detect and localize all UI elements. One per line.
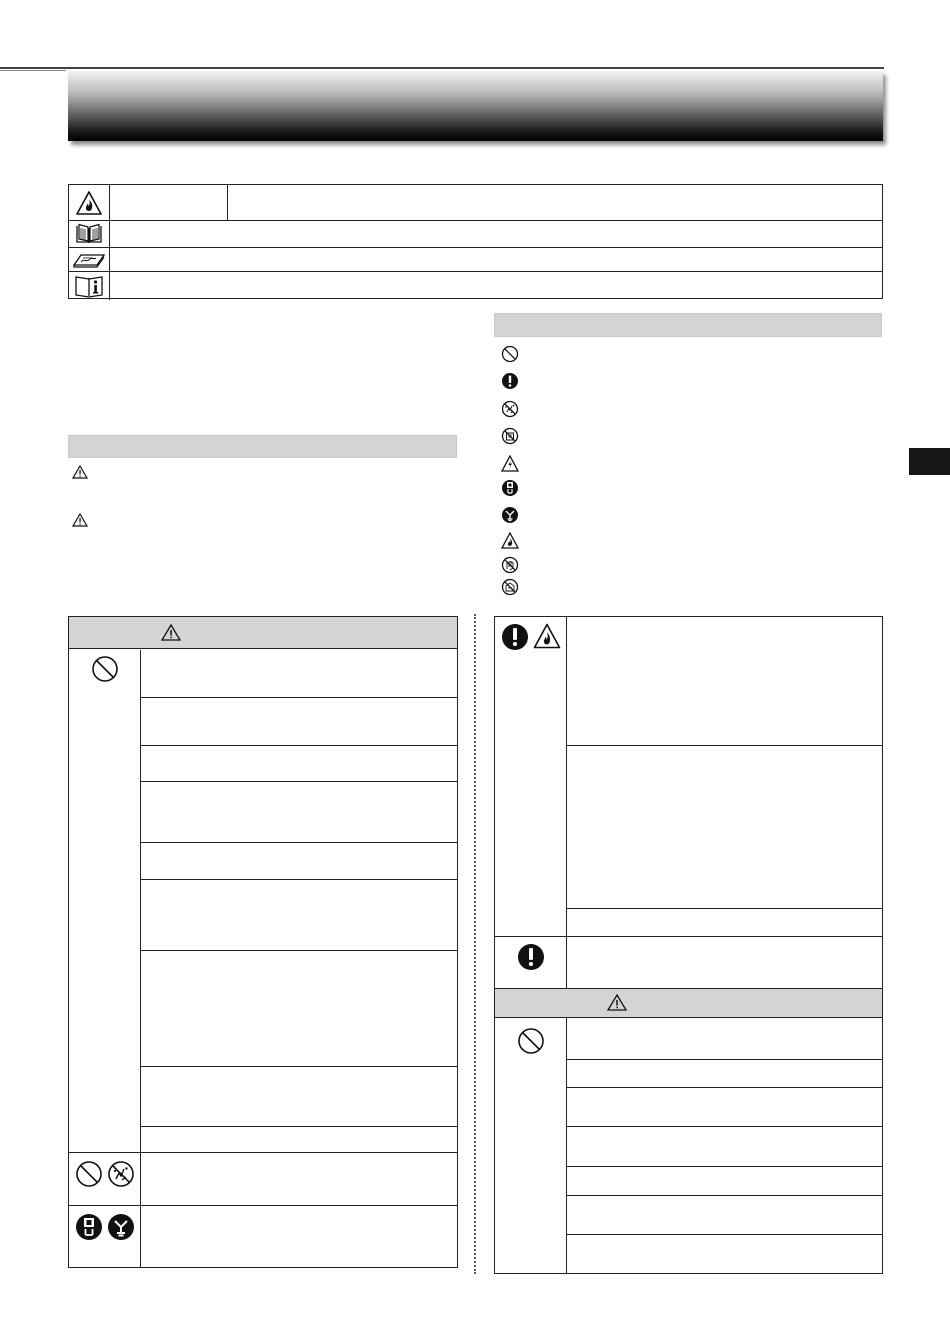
symbols-panel-bar (494, 313, 882, 337)
column-separator (474, 614, 476, 1274)
prohibited-icon (517, 1027, 545, 1059)
ground-wire-icon (107, 1213, 135, 1245)
page-title-banner (68, 71, 883, 141)
legend-row (69, 185, 882, 221)
warning-table (68, 616, 458, 1268)
information-book-icon (69, 272, 110, 300)
no-wet-hands-icon (107, 1160, 135, 1192)
symbol-legend-table (68, 184, 883, 299)
warning-triangle-icon (72, 464, 88, 483)
fire-warning-icon (501, 532, 519, 553)
unplug-icon (501, 479, 519, 501)
intro-paragraph (68, 316, 458, 426)
no-water-icon (501, 427, 519, 449)
electric-shock-icon (501, 455, 519, 476)
no-touch-icon (501, 556, 519, 578)
top-rule-accent (0, 70, 66, 71)
flammable-warning-icon (69, 185, 110, 220)
service-manual-icon (69, 248, 110, 271)
warning-triangle-icon (161, 624, 181, 645)
prohibited-icon (75, 1160, 103, 1192)
no-disassemble-icon (501, 578, 519, 600)
warning-table-header (69, 617, 457, 649)
caution-triangle-icon (607, 994, 627, 1015)
prohibited-icon (91, 655, 119, 687)
no-wet-hands-icon (501, 400, 519, 422)
section-tab (909, 448, 950, 475)
signal-word-bar (68, 435, 457, 458)
mandatory-icon (501, 372, 519, 394)
right-warning-table (494, 616, 883, 1274)
ground-wire-icon (501, 506, 519, 528)
mandatory-icon (517, 943, 545, 975)
manual-book-icon (69, 221, 110, 247)
mandatory-icon (501, 623, 529, 655)
legend-label-cell (110, 185, 228, 220)
legend-row (69, 272, 882, 300)
legend-row (69, 248, 882, 272)
top-rule (0, 67, 884, 69)
fire-warning-icon (533, 623, 561, 653)
legend-row (69, 221, 882, 248)
caution-table-header (495, 988, 882, 1018)
prohibited-icon (501, 345, 519, 367)
caution-triangle-icon (72, 512, 88, 531)
unplug-icon (75, 1213, 103, 1245)
